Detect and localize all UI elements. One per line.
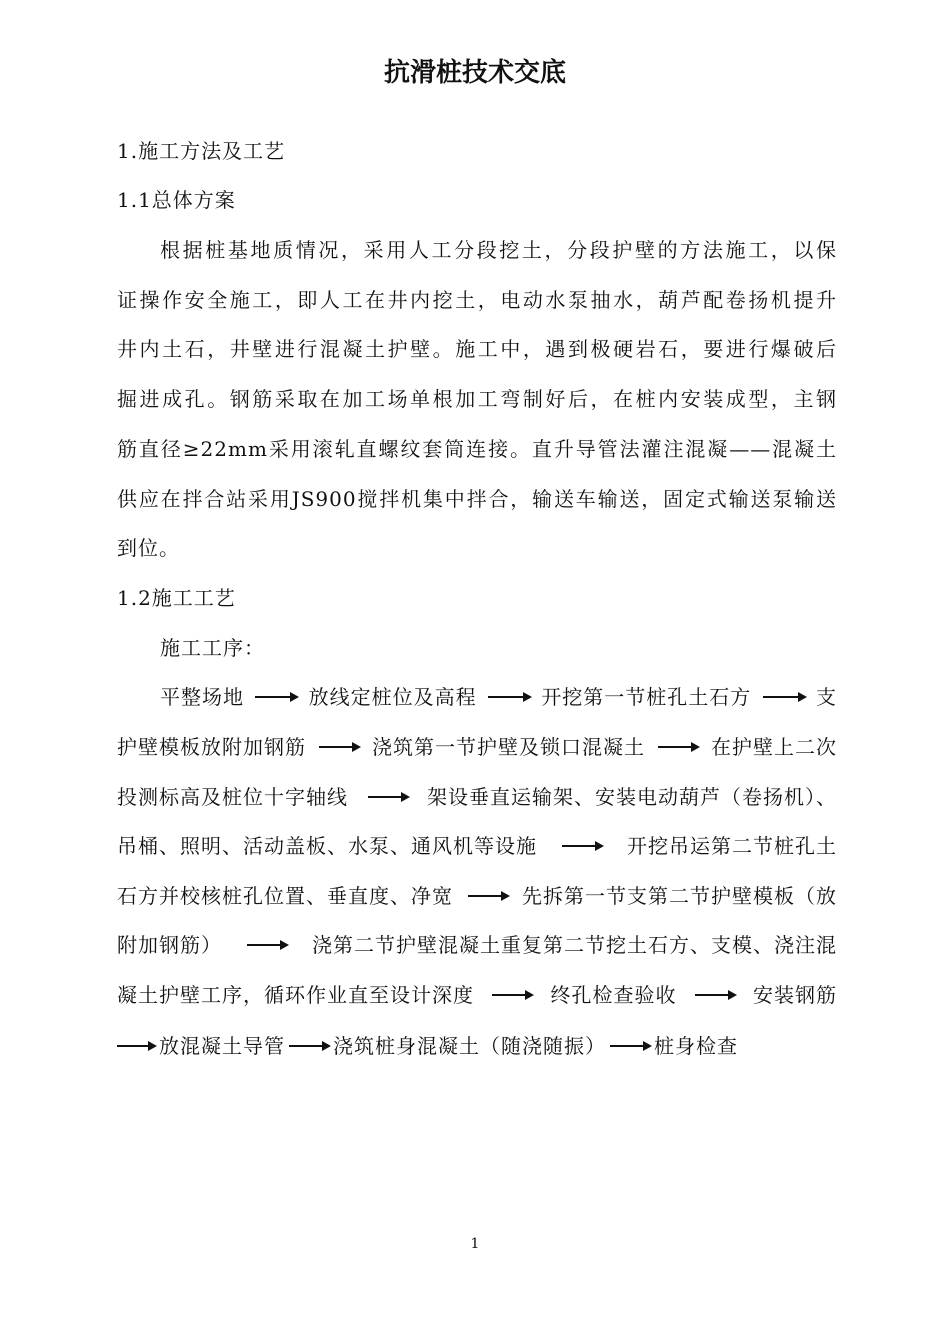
arrow-icon bbox=[763, 696, 805, 698]
paragraph-line: 供应在拌合站采用JS900搅拌机集中拌合，输送车输送，固定式输送泵输送 bbox=[117, 487, 837, 511]
flow-line bbox=[117, 782, 837, 812]
flow-line bbox=[117, 831, 837, 861]
arrow-icon bbox=[658, 746, 698, 748]
flow-step: 浇筑桩身混凝土（随浇随振） bbox=[333, 1034, 606, 1058]
subsection-heading: 1.1总体方案 bbox=[117, 188, 236, 212]
paragraph-line: 证操作安全施工，即人工在井内挖土，电动水泵抽水，葫芦配卷扬机提升 bbox=[117, 288, 837, 312]
flow-step: 放混凝土导管 bbox=[159, 1034, 285, 1058]
flow-step: 吊桶、照明、活动盖板、水泵、通风机等设施 bbox=[117, 834, 537, 858]
procedure-label: 施工工序： bbox=[160, 636, 265, 660]
arrow-icon bbox=[492, 994, 532, 996]
flow-step: 终孔检查验收 bbox=[550, 983, 677, 1007]
flow-step: 支 bbox=[815, 685, 837, 709]
flow-step: 浇筑第一节护壁及锁口混凝土 bbox=[372, 735, 645, 759]
flow-step: 石方并校核桩孔位置、垂直度、净宽 bbox=[117, 884, 453, 908]
section-heading: 1.施工方法及工艺 bbox=[117, 139, 286, 163]
flow-step: 开挖第一节桩孔土石方 bbox=[541, 685, 752, 709]
flow-step: 先拆第一节支第二节护壁模板（放 bbox=[522, 884, 837, 908]
arrow-icon bbox=[488, 696, 530, 698]
paragraph-line: 到位。 bbox=[117, 536, 180, 560]
flow-line bbox=[117, 881, 837, 911]
flow-line bbox=[117, 980, 837, 1010]
flow-step: 开挖吊运第二节桩孔土 bbox=[627, 834, 837, 858]
paragraph-line: 掘进成孔。钢筋采取在加工场单根加工弯制好后，在桩内安装成型，主钢 bbox=[117, 387, 837, 411]
arrow-icon bbox=[368, 796, 408, 798]
subsection-heading: 1.2施工工艺 bbox=[117, 586, 236, 610]
flow-step: 凝土护壁工序，循环作业直至设计深度 bbox=[117, 983, 474, 1007]
arrow-icon bbox=[247, 944, 287, 946]
flow-step: 护壁模板放附加钢筋 bbox=[117, 735, 306, 759]
flow-step: 附加钢筋） bbox=[117, 933, 222, 957]
arrow-icon bbox=[468, 895, 508, 897]
flow-step: 在护壁上二次 bbox=[711, 735, 837, 759]
paragraph-line: 根据桩基地质情况，采用人工分段挖土，分段护壁的方法施工，以保 bbox=[160, 238, 837, 262]
flow-step: 安装钢筋 bbox=[753, 983, 837, 1007]
arrow-icon bbox=[117, 1045, 155, 1047]
arrow-icon bbox=[319, 746, 359, 748]
arrow-icon bbox=[289, 1045, 329, 1047]
flow-line bbox=[160, 682, 837, 712]
flow-line bbox=[117, 1031, 837, 1061]
flow-step: 架设垂直运输架、安装电动葫芦（卷扬机）、 bbox=[427, 785, 837, 809]
arrow-icon bbox=[695, 994, 735, 996]
flow-line bbox=[117, 930, 837, 960]
flow-step: 放线定桩位及高程 bbox=[308, 685, 477, 709]
flow-step: 桩身检查 bbox=[654, 1034, 738, 1058]
flow-line bbox=[117, 732, 837, 762]
paragraph-line: 筋直径≥22mm采用滚轧直螺纹套筒连接。直升导管法灌注混凝——混凝土 bbox=[117, 437, 837, 461]
flow-step: 投测标高及桩位十字轴线 bbox=[117, 785, 348, 809]
arrow-icon bbox=[610, 1045, 650, 1047]
arrow-icon bbox=[562, 845, 602, 847]
paragraph-line: 井内土石，井壁进行混凝土护壁。施工中，遇到极硬岩石，要进行爆破后 bbox=[117, 337, 837, 361]
document-title: 抗滑桩技术交底 bbox=[383, 58, 566, 88]
page-number: 1 bbox=[470, 1236, 480, 1252]
flow-step: 平整场地 bbox=[160, 685, 244, 709]
arrow-icon bbox=[255, 696, 297, 698]
flow-step: 浇第二节护壁混凝土重复第二节挖土石方、支模、浇注混 bbox=[312, 933, 837, 957]
